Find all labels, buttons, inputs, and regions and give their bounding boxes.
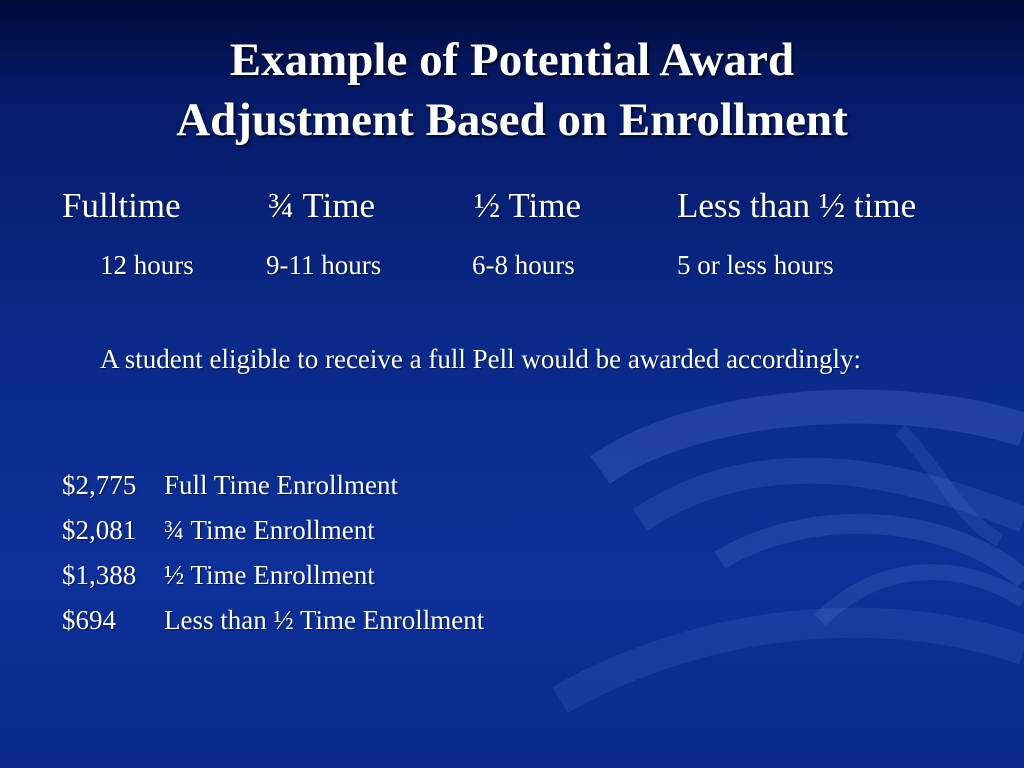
award-amount-fulltime: $2,775 [62,470,137,500]
slide-title [0,30,1024,150]
award-amount-half: $1,388 [62,560,137,590]
enrollment-level-less-than-half: Less than ½ time [677,186,917,225]
award-amount-three-quarter: $2,081 [62,515,137,545]
slide-title-line-2: Adjustment Based on Enrollment [176,94,848,146]
enrollment-level-fulltime: Fulltime [62,186,181,225]
award-description: A student eligible to receive a full Pell would be awarded accordingly: [100,344,862,374]
award-amount-less-than-half: $694 [62,605,116,635]
slide-title-line-1: Example of Potential Award [229,34,795,86]
award-label-half: ½ Time Enrollment [164,560,375,590]
hours-fulltime: 12 hours [100,250,194,280]
hours-half: 6-8 hours [472,250,575,280]
award-label-fulltime: Full Time Enrollment [164,470,399,500]
enrollment-level-three-quarter: ¾ Time [268,186,375,225]
award-label-less-than-half: Less than ½ Time Enrollment [164,605,485,635]
award-label-three-quarter: ¾ Time Enrollment [164,515,375,545]
hours-three-quarter: 9-11 hours [266,250,382,280]
hours-less-than-half: 5 or less hours [677,250,834,280]
enrollment-level-half: ½ Time [474,186,581,225]
